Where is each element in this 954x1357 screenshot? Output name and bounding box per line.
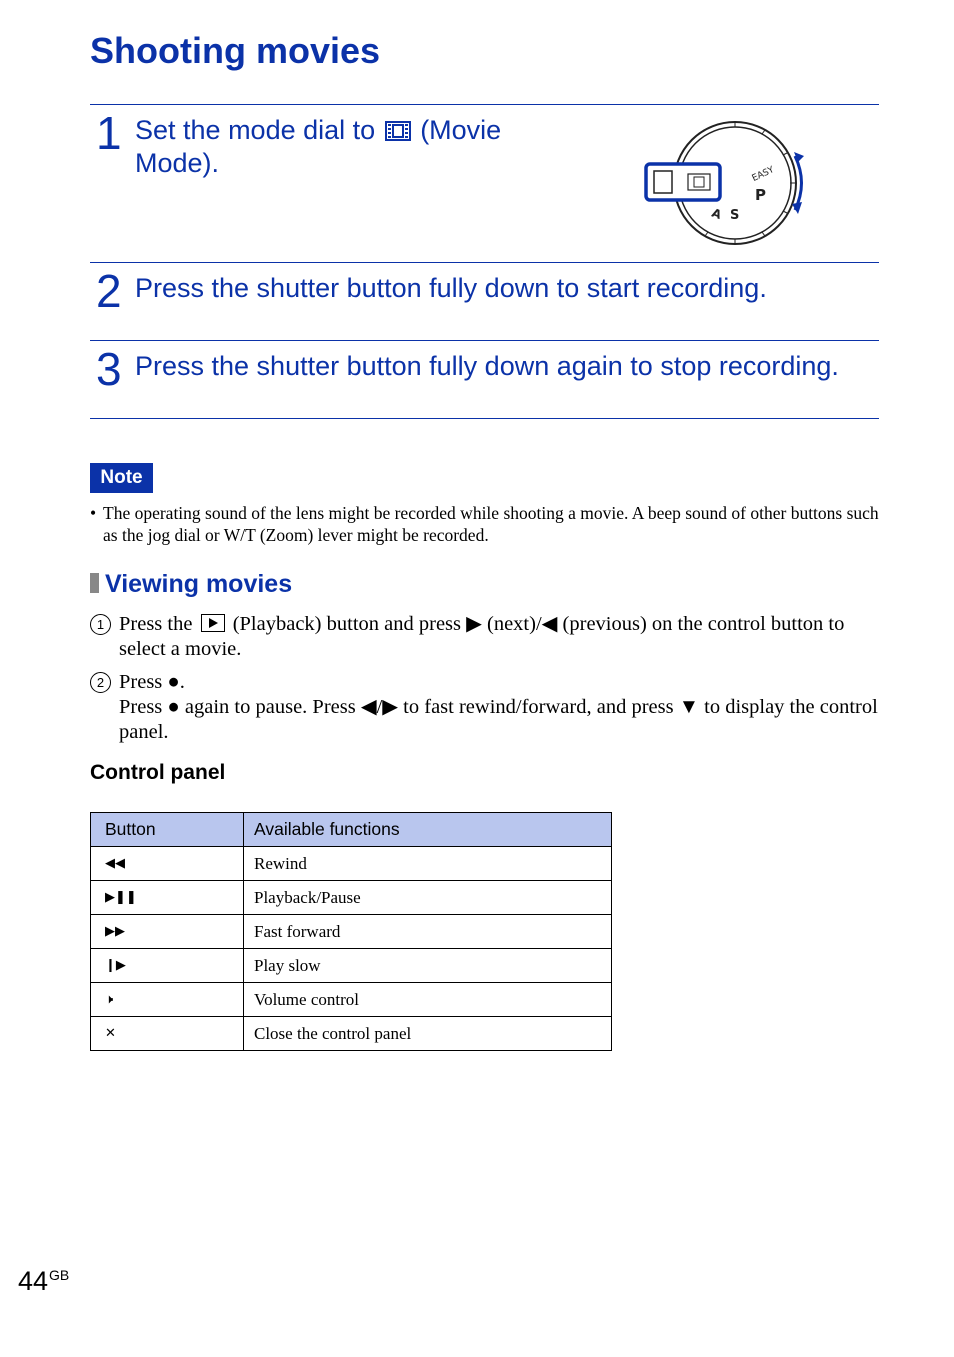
step-text: Press the shutter button fully down again to stop recording.	[135, 351, 839, 381]
section-heading: Viewing movies	[90, 570, 292, 599]
film-strip-icon	[385, 121, 411, 141]
control-panel-table	[90, 812, 612, 1051]
step-number: 3	[96, 343, 122, 395]
divider	[90, 340, 879, 341]
close-icon: ✕	[91, 1017, 244, 1051]
table-row	[91, 1017, 612, 1051]
column-header: Available functions	[244, 813, 612, 847]
note-text: • The operating sound of the lens might be recorded while shooting a movie. A beep sound of other buttons such as the jog dial or W/T (Zoom) lever might be recorded.	[90, 503, 879, 545]
svg-text:A: A	[709, 205, 724, 223]
table-row	[91, 881, 612, 915]
table-row	[91, 847, 612, 881]
function-cell: Rewind	[244, 847, 612, 881]
rewind-icon: ◀◀	[91, 847, 244, 881]
function-cell: Fast forward	[244, 915, 612, 949]
svg-text:P: P	[755, 186, 766, 204]
heading-bar	[90, 573, 99, 593]
circled-number: 1	[90, 614, 111, 635]
bullet: •	[90, 503, 97, 523]
step-2	[90, 265, 879, 338]
table-row	[91, 915, 612, 949]
divider	[90, 418, 879, 419]
step-text: Set the mode dial to (Movie Mode).	[135, 115, 502, 178]
step-3	[90, 343, 879, 416]
fast-forward-icon: ▶▶	[91, 915, 244, 949]
function-cell: Playback/Pause	[244, 881, 612, 915]
circled-number: 2	[90, 672, 111, 693]
volume-icon: 🕨	[91, 983, 244, 1017]
step-text: Press the shutter button fully down to start recording.	[135, 273, 767, 303]
function-cell: Close the control panel	[244, 1017, 612, 1051]
svg-text:EASY: EASY	[750, 165, 776, 184]
play-slow-icon: ❙▶	[91, 949, 244, 983]
instruction-item-2: 2 Press ●. Press ● again to pause. Press ◀/▶ to fast rewind/forward, and press ▼ to display the control panel.	[90, 670, 880, 745]
page-number: $44^{GB}$	[18, 1266, 70, 1296]
table-row	[91, 983, 612, 1017]
divider	[90, 262, 879, 263]
playback-icon	[201, 614, 225, 632]
step-number: 2	[96, 265, 122, 317]
mode-dial-illustration	[640, 118, 815, 248]
table-header-row	[91, 813, 612, 847]
step-number: 1	[96, 107, 122, 159]
play-pause-icon: ▶❚❚	[91, 881, 244, 915]
svg-text:S: S	[730, 208, 740, 223]
function-cell: Volume control	[244, 983, 612, 1017]
control-panel-heading: Control panel	[90, 761, 226, 784]
instruction-item-1: 1 Press the (Playback) button and press ▶ (next)/◀ (previous) on the control button to select a movie.	[90, 612, 880, 662]
page-title: Shooting movies	[90, 30, 381, 71]
note-badge: Note	[90, 463, 153, 493]
divider	[90, 104, 879, 105]
function-cell: Play slow	[244, 949, 612, 983]
table-row	[91, 949, 612, 983]
column-header: Button	[91, 813, 244, 847]
